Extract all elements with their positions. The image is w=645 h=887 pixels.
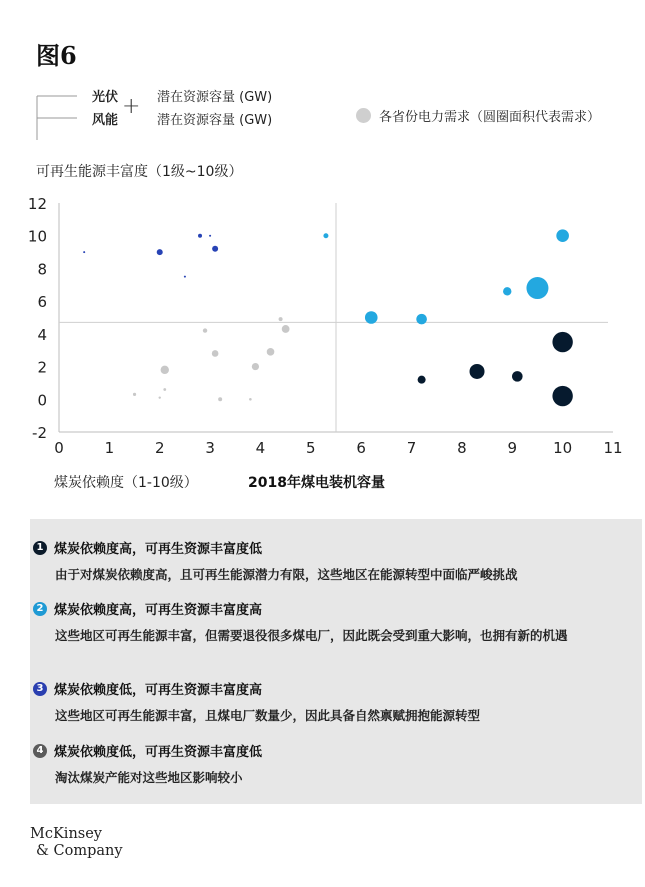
scatter-point-dark-blue [198,234,202,238]
scatter-point-gray [252,363,259,370]
x-tick-label: 9 [507,439,518,457]
x-tick-label: 6 [356,439,366,457]
x-axis-subtitle: 2018年煤电装机容量 [248,475,385,491]
note-2-title: 煤炭依赖度高，可再生资源丰富度高 [54,603,263,618]
scatter-point-black [552,332,572,352]
badge-3-icon: 3 [33,682,47,696]
y-tick-label: 6 [37,293,47,312]
legend-wind-desc: 潜在资源容量 (GW) [157,113,273,128]
scatter-point-gray [133,393,136,396]
notes-panel [30,519,642,804]
scatter-point-dark-blue [184,276,186,278]
scatter-point-gray [161,366,169,374]
x-tick-label: 10 [553,439,573,457]
note-1 [30,538,610,585]
legend-solar-label: 光伏 [92,90,119,105]
figure-title: 图6 [36,41,77,70]
scatter-point-gray [159,396,161,398]
scatter-point-dark-blue [212,246,218,252]
scatter-point-light-blue [526,277,548,299]
legend-demand-text: 各省份电力需求（圆圈面积代表需求） [379,110,601,125]
logo-line-1: McKinsey [30,826,102,842]
x-tick-label: 7 [406,439,417,457]
scatter-point-black [418,376,426,384]
note-3-body: 这些地区可再生能源丰富，且煤电厂数量少，因此具备自然禀赋拥抱能源转型 [55,708,481,723]
logo-line-2: & Company [36,843,123,859]
y-tick-label: 2 [37,358,47,377]
y-tick-label: 0 [37,391,47,410]
scatter-point-dark-blue [157,249,163,255]
y-tick-label: -2 [32,424,47,442]
note-2 [30,599,610,646]
x-tick-label: 2 [154,439,165,457]
x-tick-label: 1 [104,439,115,457]
note-1-title: 煤炭依赖度高，可再生资源丰富度低 [54,542,263,557]
x-tick-label: 8 [457,439,467,457]
note-2-body: 这些地区可再生能源丰富，但需要退役很多煤电厂，因此既会受到重大影响，也拥有新的机遇 [55,628,568,643]
note-4-title: 煤炭依赖度低，可再生资源丰富度低 [54,745,263,760]
note-3-title: 煤炭依赖度低，可再生资源丰富度高 [54,683,263,698]
scatter-point-gray [163,388,166,391]
scatter-point-black [470,364,485,379]
scatter-point-light-blue [323,233,328,238]
x-tick-label: 5 [306,439,316,457]
scatter-point-gray [279,317,283,321]
y-tick-label: 10 [27,227,47,246]
y-tick-label: 12 [27,195,47,213]
note-4 [30,741,610,788]
scatter-point-gray [212,350,219,357]
y-tick-label: 8 [37,260,47,279]
demand-circle-icon [356,108,371,123]
note-1-body: 由于对煤炭依赖度高，且可再生能源潜力有限，这些地区在能源转型中面临严峻挑战 [55,567,518,582]
y-axis-title: 可再生能源丰富度（1级~10级） [36,164,243,180]
scatter-point-black [552,386,572,406]
scatter-point-gray [203,328,207,332]
scatter-point-gray [249,398,252,401]
x-tick-label: 0 [54,439,64,457]
mckinsey-logo [30,826,123,860]
scatter-point-gray [218,397,222,401]
scatter-plot [0,190,645,465]
scatter-point-dark-blue [209,235,211,237]
legend-wind-label: 风能 [92,113,119,128]
x-axis-title: 煤炭依赖度（1-10级） [54,475,198,491]
badge-4-icon: 4 [33,744,47,758]
scatter-point-light-blue [416,314,427,325]
x-tick-label: 11 [603,439,623,457]
y-tick-label: 4 [37,325,47,344]
x-tick-label: 4 [255,439,266,457]
x-tick-label: 3 [205,439,215,457]
scatter-point-light-blue [503,287,511,295]
scatter-point-light-blue [556,229,569,242]
badge-1-icon: 1 [33,541,47,555]
scatter-point-gray [282,325,290,333]
legend-demand [356,106,600,125]
badge-2-icon: 2 [33,602,47,616]
scatter-point-black [512,371,523,382]
note-3 [30,679,610,726]
scatter-point-gray [267,348,275,356]
scatter-point-dark-blue [83,251,85,253]
plus-icon: + [122,94,141,119]
legend-solar-desc: 潜在资源容量 (GW) [157,90,273,105]
note-4-body: 淘汰煤炭产能对这些地区影响较小 [55,770,243,785]
scatter-point-light-blue [365,311,378,324]
